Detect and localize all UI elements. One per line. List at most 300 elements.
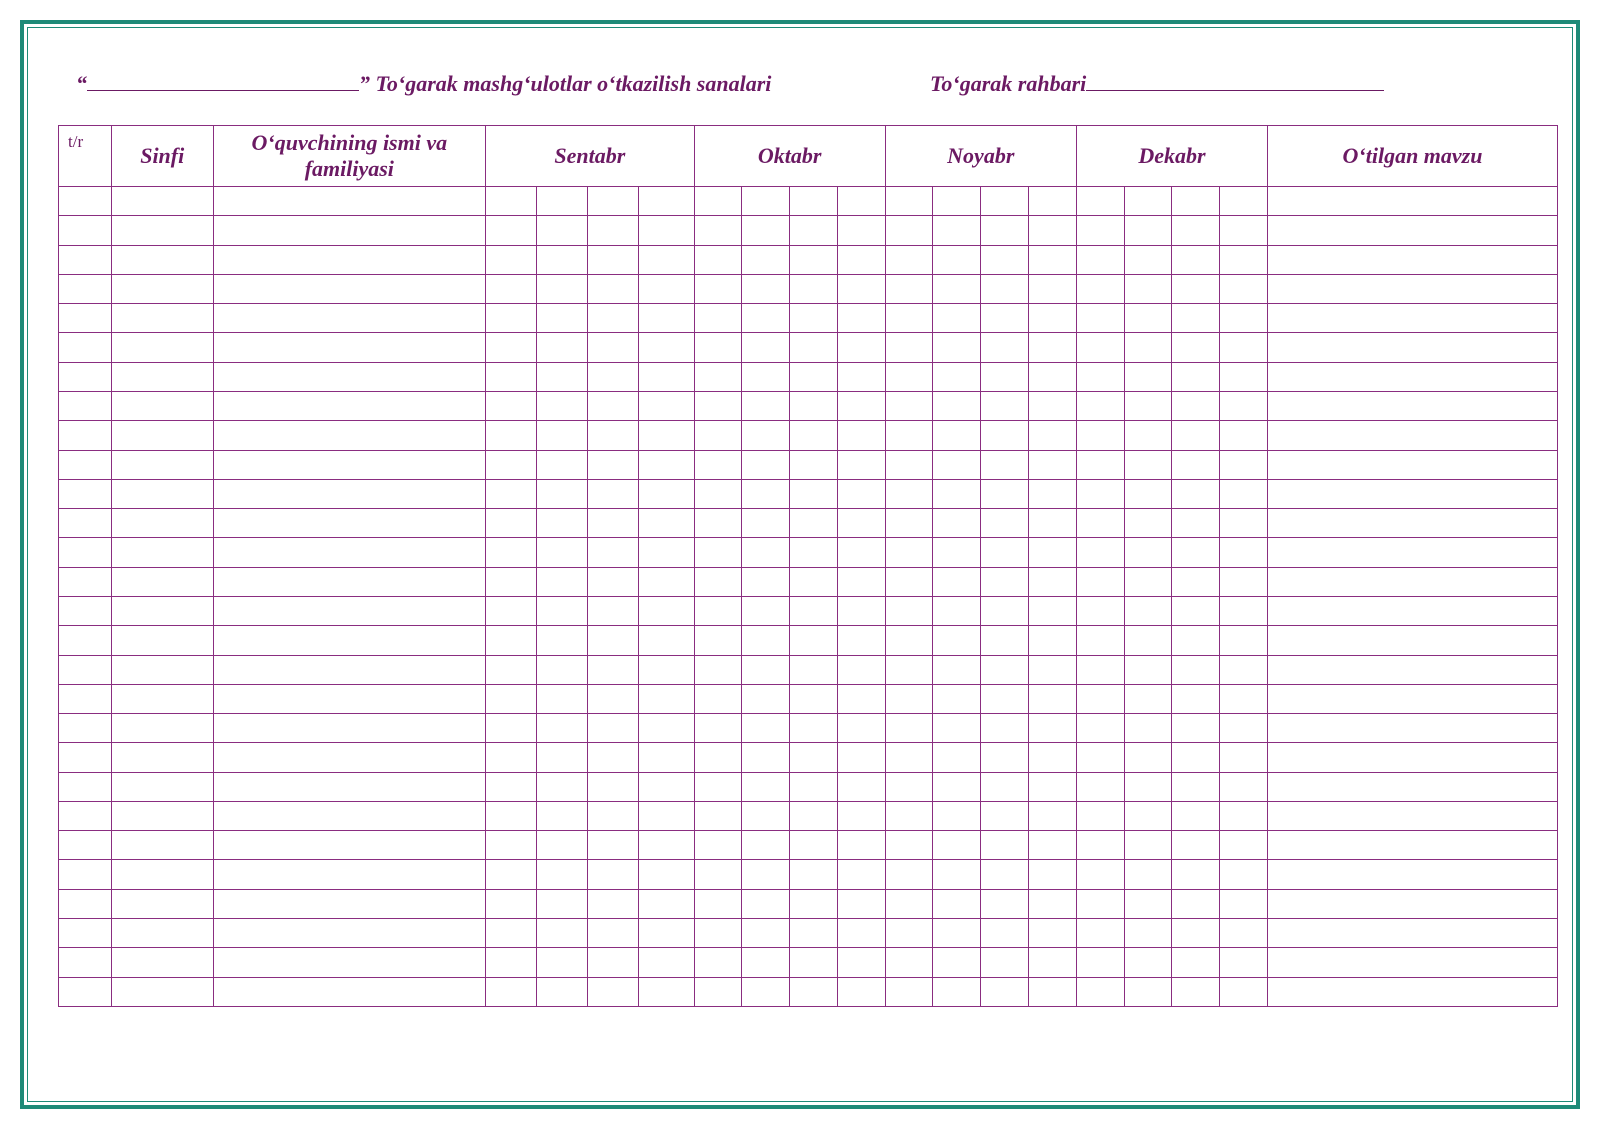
table-cell[interactable] bbox=[1124, 450, 1172, 479]
table-cell[interactable] bbox=[1124, 333, 1172, 362]
table-cell[interactable] bbox=[587, 421, 638, 450]
table-cell[interactable] bbox=[1124, 801, 1172, 830]
table-cell[interactable] bbox=[213, 245, 486, 274]
table-cell[interactable] bbox=[111, 743, 213, 772]
table-cell[interactable] bbox=[1268, 772, 1558, 801]
table-cell[interactable] bbox=[933, 216, 981, 245]
table-cell[interactable] bbox=[1220, 245, 1268, 274]
table-cell[interactable] bbox=[486, 304, 537, 333]
table-cell[interactable] bbox=[1076, 743, 1124, 772]
table-cell[interactable] bbox=[638, 948, 694, 977]
table-cell[interactable] bbox=[933, 772, 981, 801]
table-cell[interactable] bbox=[1124, 362, 1172, 391]
table-cell[interactable] bbox=[837, 538, 885, 567]
table-cell[interactable] bbox=[694, 596, 742, 625]
table-cell[interactable] bbox=[1029, 333, 1077, 362]
table-cell[interactable] bbox=[486, 362, 537, 391]
table-cell[interactable] bbox=[1268, 509, 1558, 538]
table-cell[interactable] bbox=[1029, 450, 1077, 479]
table-cell[interactable] bbox=[638, 362, 694, 391]
table-cell[interactable] bbox=[981, 831, 1029, 860]
table-cell[interactable] bbox=[1220, 538, 1268, 567]
table-cell[interactable] bbox=[213, 538, 486, 567]
table-cell[interactable] bbox=[790, 626, 838, 655]
table-cell[interactable] bbox=[111, 245, 213, 274]
table-cell[interactable] bbox=[638, 743, 694, 772]
table-cell[interactable] bbox=[486, 919, 537, 948]
table-cell[interactable] bbox=[486, 831, 537, 860]
table-cell[interactable] bbox=[1220, 948, 1268, 977]
table-cell[interactable] bbox=[933, 831, 981, 860]
table-cell[interactable] bbox=[638, 245, 694, 274]
table-cell[interactable] bbox=[885, 977, 933, 1006]
table-cell[interactable] bbox=[111, 831, 213, 860]
table-cell[interactable] bbox=[1268, 187, 1558, 216]
table-cell[interactable] bbox=[1076, 596, 1124, 625]
table-cell[interactable] bbox=[587, 333, 638, 362]
table-cell[interactable] bbox=[981, 860, 1029, 889]
table-cell[interactable] bbox=[213, 919, 486, 948]
table-cell[interactable] bbox=[1029, 889, 1077, 918]
table-cell[interactable] bbox=[694, 538, 742, 567]
table-cell[interactable] bbox=[213, 362, 486, 391]
table-cell[interactable] bbox=[933, 538, 981, 567]
table-cell[interactable] bbox=[638, 801, 694, 830]
table-cell[interactable] bbox=[1220, 304, 1268, 333]
table-cell[interactable] bbox=[694, 187, 742, 216]
table-cell[interactable] bbox=[1268, 450, 1558, 479]
table-cell[interactable] bbox=[587, 684, 638, 713]
table-cell[interactable] bbox=[111, 362, 213, 391]
table-cell[interactable] bbox=[1076, 333, 1124, 362]
table-cell[interactable] bbox=[1029, 274, 1077, 303]
table-cell[interactable] bbox=[790, 655, 838, 684]
table-cell[interactable] bbox=[742, 567, 790, 596]
table-cell[interactable] bbox=[1268, 596, 1558, 625]
table-cell[interactable] bbox=[111, 274, 213, 303]
table-cell[interactable] bbox=[694, 421, 742, 450]
table-cell[interactable] bbox=[1124, 304, 1172, 333]
table-cell[interactable] bbox=[1268, 567, 1558, 596]
table-cell[interactable] bbox=[213, 948, 486, 977]
table-cell[interactable] bbox=[1124, 743, 1172, 772]
table-cell[interactable] bbox=[694, 772, 742, 801]
table-cell[interactable] bbox=[885, 684, 933, 713]
table-cell[interactable] bbox=[1029, 187, 1077, 216]
table-cell[interactable] bbox=[486, 274, 537, 303]
table-cell[interactable] bbox=[981, 977, 1029, 1006]
table-cell[interactable] bbox=[790, 274, 838, 303]
table-cell[interactable] bbox=[981, 333, 1029, 362]
table-cell[interactable] bbox=[694, 362, 742, 391]
table-cell[interactable] bbox=[933, 304, 981, 333]
table-cell[interactable] bbox=[742, 772, 790, 801]
table-cell[interactable] bbox=[1076, 801, 1124, 830]
table-cell[interactable] bbox=[790, 772, 838, 801]
table-cell[interactable] bbox=[111, 860, 213, 889]
table-cell[interactable] bbox=[1172, 274, 1220, 303]
table-cell[interactable] bbox=[790, 948, 838, 977]
table-cell[interactable] bbox=[1220, 274, 1268, 303]
table-cell[interactable] bbox=[536, 948, 587, 977]
table-cell[interactable] bbox=[536, 919, 587, 948]
table-cell[interactable] bbox=[213, 743, 486, 772]
table-cell[interactable] bbox=[638, 919, 694, 948]
table-cell[interactable] bbox=[638, 216, 694, 245]
table-cell[interactable] bbox=[587, 362, 638, 391]
table-cell[interactable] bbox=[933, 509, 981, 538]
table-cell[interactable] bbox=[837, 450, 885, 479]
table-cell[interactable] bbox=[790, 743, 838, 772]
table-cell[interactable] bbox=[933, 479, 981, 508]
table-cell[interactable] bbox=[111, 714, 213, 743]
table-cell[interactable] bbox=[1172, 977, 1220, 1006]
table-cell[interactable] bbox=[1220, 596, 1268, 625]
table-cell[interactable] bbox=[790, 567, 838, 596]
table-cell[interactable] bbox=[790, 479, 838, 508]
table-cell[interactable] bbox=[1029, 714, 1077, 743]
table-cell[interactable] bbox=[1268, 479, 1558, 508]
table-cell[interactable] bbox=[694, 743, 742, 772]
table-cell[interactable] bbox=[59, 538, 112, 567]
table-cell[interactable] bbox=[1124, 860, 1172, 889]
table-cell[interactable] bbox=[742, 216, 790, 245]
table-cell[interactable] bbox=[1172, 919, 1220, 948]
table-cell[interactable] bbox=[742, 479, 790, 508]
table-cell[interactable] bbox=[885, 479, 933, 508]
table-cell[interactable] bbox=[837, 919, 885, 948]
table-cell[interactable] bbox=[1268, 889, 1558, 918]
table-cell[interactable] bbox=[981, 655, 1029, 684]
table-cell[interactable] bbox=[1029, 684, 1077, 713]
table-cell[interactable] bbox=[933, 626, 981, 655]
table-cell[interactable] bbox=[742, 743, 790, 772]
table-cell[interactable] bbox=[587, 187, 638, 216]
table-cell[interactable] bbox=[837, 509, 885, 538]
table-cell[interactable] bbox=[790, 421, 838, 450]
table-cell[interactable] bbox=[486, 860, 537, 889]
table-cell[interactable] bbox=[638, 831, 694, 860]
table-cell[interactable] bbox=[638, 274, 694, 303]
table-cell[interactable] bbox=[1172, 333, 1220, 362]
table-cell[interactable] bbox=[1268, 801, 1558, 830]
table-cell[interactable] bbox=[486, 889, 537, 918]
table-cell[interactable] bbox=[981, 304, 1029, 333]
table-cell[interactable] bbox=[1268, 626, 1558, 655]
table-cell[interactable] bbox=[1268, 948, 1558, 977]
table-cell[interactable] bbox=[111, 977, 213, 1006]
table-cell[interactable] bbox=[213, 421, 486, 450]
table-cell[interactable] bbox=[933, 421, 981, 450]
table-cell[interactable] bbox=[536, 391, 587, 420]
table-cell[interactable] bbox=[1029, 391, 1077, 420]
table-cell[interactable] bbox=[742, 831, 790, 860]
table-cell[interactable] bbox=[885, 626, 933, 655]
table-cell[interactable] bbox=[213, 684, 486, 713]
table-cell[interactable] bbox=[885, 772, 933, 801]
table-cell[interactable] bbox=[111, 889, 213, 918]
table-cell[interactable] bbox=[1076, 245, 1124, 274]
table-cell[interactable] bbox=[1076, 919, 1124, 948]
table-cell[interactable] bbox=[837, 655, 885, 684]
table-cell[interactable] bbox=[742, 655, 790, 684]
table-cell[interactable] bbox=[111, 684, 213, 713]
table-cell[interactable] bbox=[1172, 421, 1220, 450]
table-cell[interactable] bbox=[111, 919, 213, 948]
table-cell[interactable] bbox=[1076, 567, 1124, 596]
table-cell[interactable] bbox=[1029, 655, 1077, 684]
table-cell[interactable] bbox=[536, 538, 587, 567]
table-cell[interactable] bbox=[790, 977, 838, 1006]
table-cell[interactable] bbox=[638, 333, 694, 362]
table-cell[interactable] bbox=[587, 479, 638, 508]
table-cell[interactable] bbox=[742, 948, 790, 977]
table-cell[interactable] bbox=[536, 216, 587, 245]
table-cell[interactable] bbox=[587, 860, 638, 889]
table-cell[interactable] bbox=[742, 889, 790, 918]
table-cell[interactable] bbox=[59, 274, 112, 303]
table-cell[interactable] bbox=[1172, 831, 1220, 860]
table-cell[interactable] bbox=[837, 596, 885, 625]
table-cell[interactable] bbox=[1172, 187, 1220, 216]
table-cell[interactable] bbox=[486, 743, 537, 772]
table-cell[interactable] bbox=[486, 977, 537, 1006]
table-cell[interactable] bbox=[1124, 889, 1172, 918]
table-cell[interactable] bbox=[1124, 948, 1172, 977]
table-cell[interactable] bbox=[536, 245, 587, 274]
table-cell[interactable] bbox=[1172, 450, 1220, 479]
table-cell[interactable] bbox=[59, 831, 112, 860]
table-cell[interactable] bbox=[1220, 509, 1268, 538]
table-cell[interactable] bbox=[885, 567, 933, 596]
table-cell[interactable] bbox=[638, 304, 694, 333]
table-cell[interactable] bbox=[1172, 626, 1220, 655]
table-cell[interactable] bbox=[587, 919, 638, 948]
table-cell[interactable] bbox=[742, 860, 790, 889]
table-cell[interactable] bbox=[213, 391, 486, 420]
table-cell[interactable] bbox=[111, 450, 213, 479]
table-cell[interactable] bbox=[1220, 362, 1268, 391]
table-cell[interactable] bbox=[981, 567, 1029, 596]
table-cell[interactable] bbox=[486, 538, 537, 567]
table-cell[interactable] bbox=[638, 567, 694, 596]
table-cell[interactable] bbox=[981, 684, 1029, 713]
table-cell[interactable] bbox=[1124, 831, 1172, 860]
table-cell[interactable] bbox=[587, 538, 638, 567]
table-cell[interactable] bbox=[742, 245, 790, 274]
table-cell[interactable] bbox=[981, 421, 1029, 450]
table-cell[interactable] bbox=[638, 596, 694, 625]
table-cell[interactable] bbox=[694, 479, 742, 508]
table-cell[interactable] bbox=[790, 889, 838, 918]
table-cell[interactable] bbox=[933, 362, 981, 391]
table-cell[interactable] bbox=[694, 801, 742, 830]
table-cell[interactable] bbox=[885, 362, 933, 391]
table-cell[interactable] bbox=[213, 274, 486, 303]
table-cell[interactable] bbox=[933, 948, 981, 977]
table-cell[interactable] bbox=[213, 333, 486, 362]
table-cell[interactable] bbox=[694, 977, 742, 1006]
table-cell[interactable] bbox=[981, 596, 1029, 625]
table-cell[interactable] bbox=[536, 187, 587, 216]
table-cell[interactable] bbox=[638, 538, 694, 567]
table-cell[interactable] bbox=[837, 187, 885, 216]
table-cell[interactable] bbox=[933, 274, 981, 303]
table-cell[interactable] bbox=[885, 801, 933, 830]
table-cell[interactable] bbox=[885, 655, 933, 684]
table-cell[interactable] bbox=[1076, 391, 1124, 420]
table-cell[interactable] bbox=[587, 216, 638, 245]
table-cell[interactable] bbox=[790, 860, 838, 889]
table-cell[interactable] bbox=[981, 538, 1029, 567]
table-cell[interactable] bbox=[790, 362, 838, 391]
table-cell[interactable] bbox=[638, 450, 694, 479]
table-cell[interactable] bbox=[486, 772, 537, 801]
table-cell[interactable] bbox=[111, 567, 213, 596]
table-cell[interactable] bbox=[933, 187, 981, 216]
table-cell[interactable] bbox=[694, 274, 742, 303]
table-cell[interactable] bbox=[486, 421, 537, 450]
table-cell[interactable] bbox=[1124, 479, 1172, 508]
table-cell[interactable] bbox=[1076, 714, 1124, 743]
table-cell[interactable] bbox=[111, 538, 213, 567]
table-cell[interactable] bbox=[1220, 333, 1268, 362]
table-cell[interactable] bbox=[837, 684, 885, 713]
table-cell[interactable] bbox=[1268, 831, 1558, 860]
table-cell[interactable] bbox=[111, 479, 213, 508]
table-cell[interactable] bbox=[1124, 684, 1172, 713]
table-cell[interactable] bbox=[111, 801, 213, 830]
table-cell[interactable] bbox=[59, 362, 112, 391]
table-cell[interactable] bbox=[1076, 274, 1124, 303]
table-cell[interactable] bbox=[742, 187, 790, 216]
table-cell[interactable] bbox=[694, 245, 742, 274]
table-cell[interactable] bbox=[837, 479, 885, 508]
table-cell[interactable] bbox=[1268, 245, 1558, 274]
table-cell[interactable] bbox=[885, 889, 933, 918]
table-cell[interactable] bbox=[59, 801, 112, 830]
table-cell[interactable] bbox=[213, 714, 486, 743]
table-cell[interactable] bbox=[742, 450, 790, 479]
table-cell[interactable] bbox=[1172, 684, 1220, 713]
table-cell[interactable] bbox=[837, 567, 885, 596]
table-cell[interactable] bbox=[486, 567, 537, 596]
table-cell[interactable] bbox=[59, 304, 112, 333]
table-cell[interactable] bbox=[486, 714, 537, 743]
table-cell[interactable] bbox=[587, 655, 638, 684]
table-cell[interactable] bbox=[885, 274, 933, 303]
table-cell[interactable] bbox=[981, 772, 1029, 801]
table-cell[interactable] bbox=[1172, 655, 1220, 684]
table-cell[interactable] bbox=[587, 889, 638, 918]
table-cell[interactable] bbox=[1124, 274, 1172, 303]
table-cell[interactable] bbox=[1220, 919, 1268, 948]
table-cell[interactable] bbox=[885, 860, 933, 889]
table-cell[interactable] bbox=[1076, 831, 1124, 860]
table-cell[interactable] bbox=[536, 304, 587, 333]
table-cell[interactable] bbox=[981, 187, 1029, 216]
table-cell[interactable] bbox=[1172, 714, 1220, 743]
table-cell[interactable] bbox=[59, 772, 112, 801]
table-cell[interactable] bbox=[1172, 509, 1220, 538]
table-cell[interactable] bbox=[1268, 538, 1558, 567]
table-cell[interactable] bbox=[837, 772, 885, 801]
table-cell[interactable] bbox=[981, 245, 1029, 274]
table-cell[interactable] bbox=[486, 655, 537, 684]
table-cell[interactable] bbox=[790, 801, 838, 830]
table-cell[interactable] bbox=[694, 714, 742, 743]
table-cell[interactable] bbox=[213, 567, 486, 596]
table-cell[interactable] bbox=[837, 831, 885, 860]
table-cell[interactable] bbox=[587, 596, 638, 625]
table-cell[interactable] bbox=[111, 333, 213, 362]
table-cell[interactable] bbox=[1172, 948, 1220, 977]
table-cell[interactable] bbox=[536, 860, 587, 889]
table-cell[interactable] bbox=[111, 948, 213, 977]
table-cell[interactable] bbox=[587, 743, 638, 772]
table-cell[interactable] bbox=[1268, 655, 1558, 684]
table-cell[interactable] bbox=[790, 304, 838, 333]
table-cell[interactable] bbox=[1124, 977, 1172, 1006]
table-cell[interactable] bbox=[1124, 596, 1172, 625]
table-cell[interactable] bbox=[933, 801, 981, 830]
table-cell[interactable] bbox=[59, 216, 112, 245]
table-cell[interactable] bbox=[59, 889, 112, 918]
table-cell[interactable] bbox=[536, 479, 587, 508]
table-cell[interactable] bbox=[1124, 714, 1172, 743]
table-cell[interactable] bbox=[1076, 948, 1124, 977]
table-cell[interactable] bbox=[59, 655, 112, 684]
table-cell[interactable] bbox=[742, 304, 790, 333]
table-cell[interactable] bbox=[59, 626, 112, 655]
table-cell[interactable] bbox=[1124, 421, 1172, 450]
table-cell[interactable] bbox=[790, 596, 838, 625]
table-cell[interactable] bbox=[59, 948, 112, 977]
table-cell[interactable] bbox=[59, 421, 112, 450]
table-cell[interactable] bbox=[1076, 655, 1124, 684]
table-cell[interactable] bbox=[790, 333, 838, 362]
table-cell[interactable] bbox=[790, 391, 838, 420]
table-cell[interactable] bbox=[1076, 216, 1124, 245]
table-cell[interactable] bbox=[837, 801, 885, 830]
table-cell[interactable] bbox=[742, 274, 790, 303]
table-cell[interactable] bbox=[536, 626, 587, 655]
table-cell[interactable] bbox=[1172, 889, 1220, 918]
table-cell[interactable] bbox=[885, 216, 933, 245]
table-cell[interactable] bbox=[837, 948, 885, 977]
table-cell[interactable] bbox=[885, 743, 933, 772]
table-cell[interactable] bbox=[1029, 509, 1077, 538]
table-cell[interactable] bbox=[885, 509, 933, 538]
table-cell[interactable] bbox=[933, 567, 981, 596]
table-cell[interactable] bbox=[638, 655, 694, 684]
table-cell[interactable] bbox=[694, 304, 742, 333]
table-cell[interactable] bbox=[694, 626, 742, 655]
table-cell[interactable] bbox=[1076, 977, 1124, 1006]
table-cell[interactable] bbox=[694, 391, 742, 420]
table-cell[interactable] bbox=[933, 333, 981, 362]
table-cell[interactable] bbox=[1029, 304, 1077, 333]
table-cell[interactable] bbox=[933, 684, 981, 713]
table-cell[interactable] bbox=[59, 509, 112, 538]
table-cell[interactable] bbox=[1124, 626, 1172, 655]
table-cell[interactable] bbox=[981, 948, 1029, 977]
table-cell[interactable] bbox=[638, 187, 694, 216]
table-cell[interactable] bbox=[742, 596, 790, 625]
table-cell[interactable] bbox=[587, 274, 638, 303]
table-cell[interactable] bbox=[638, 479, 694, 508]
table-cell[interactable] bbox=[933, 245, 981, 274]
